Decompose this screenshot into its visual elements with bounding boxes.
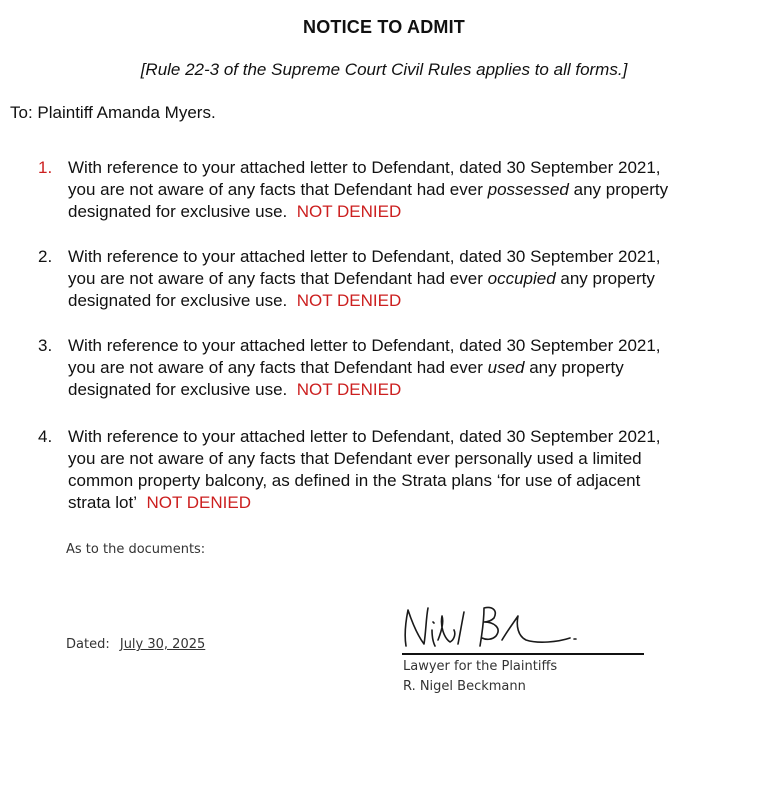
document-title: NOTICE TO ADMIT xyxy=(303,17,465,37)
documents-label: As to the documents: xyxy=(66,542,206,557)
admission-item-3 xyxy=(38,335,758,401)
lawyer-role: Lawyer for the Plaintiffs xyxy=(403,659,558,674)
status-not-denied: NOT DENIED xyxy=(296,380,402,399)
item-number: 4. xyxy=(38,427,53,446)
item-line: With reference to your attached letter to Defendant, dated 30 September 2021, xyxy=(68,427,661,446)
handwritten-signature xyxy=(398,600,648,658)
item-number: 3. xyxy=(38,336,53,355)
admission-item-2 xyxy=(38,246,758,312)
document-subtitle: [Rule 22-3 of the Supreme Court Civil Rules applies to all forms.] xyxy=(140,60,628,79)
admission-item-1 xyxy=(38,157,758,223)
dated-label: Dated: xyxy=(66,637,110,652)
status-not-denied: NOT DENIED xyxy=(296,202,402,221)
item-emphasis: occupied xyxy=(487,269,556,288)
item-line: designated for exclusive use. NOT DENIED xyxy=(68,202,402,221)
status-not-denied: NOT DENIED xyxy=(296,291,402,310)
item-line: designated for exclusive use. NOT DENIED xyxy=(68,380,402,399)
item-emphasis: possessed xyxy=(487,180,569,199)
lawyer-name: R. Nigel Beckmann xyxy=(403,679,526,694)
lawyer-block xyxy=(403,657,557,697)
item-number: 1. xyxy=(38,158,53,177)
item-line: designated for exclusive use. NOT DENIED xyxy=(68,291,402,310)
dated-value: July 30, 2025 xyxy=(119,637,206,652)
item-line: With reference to your attached letter to Defendant, dated 30 September 2021, xyxy=(68,247,661,266)
status-not-denied: NOT DENIED xyxy=(146,493,251,512)
recipient-line: To: Plaintiff Amanda Myers. xyxy=(10,103,216,122)
dated-line xyxy=(66,637,205,652)
item-line: you are not aware of any facts that Defendant had ever possessed any property xyxy=(68,180,669,199)
item-line: common property balcony, as defined in the Strata plans ‘for use of adjacent xyxy=(68,471,641,490)
item-line: With reference to your attached letter to Defendant, dated 30 September 2021, xyxy=(68,336,661,355)
item-line: you are not aware of any facts that Defendant had ever occupied any property xyxy=(68,269,655,288)
signature-line xyxy=(402,653,644,655)
item-line: strata lot’ NOT DENIED xyxy=(68,493,251,512)
item-line: With reference to your attached letter to Defendant, dated 30 September 2021, xyxy=(68,158,661,177)
item-line: you are not aware of any facts that Defendant had ever used any property xyxy=(68,358,624,377)
item-number: 2. xyxy=(38,247,53,266)
item-emphasis: used xyxy=(487,358,525,377)
admission-item-4 xyxy=(38,426,758,514)
item-line: you are not aware of any facts that Defendant ever personally used a limited xyxy=(68,449,642,468)
